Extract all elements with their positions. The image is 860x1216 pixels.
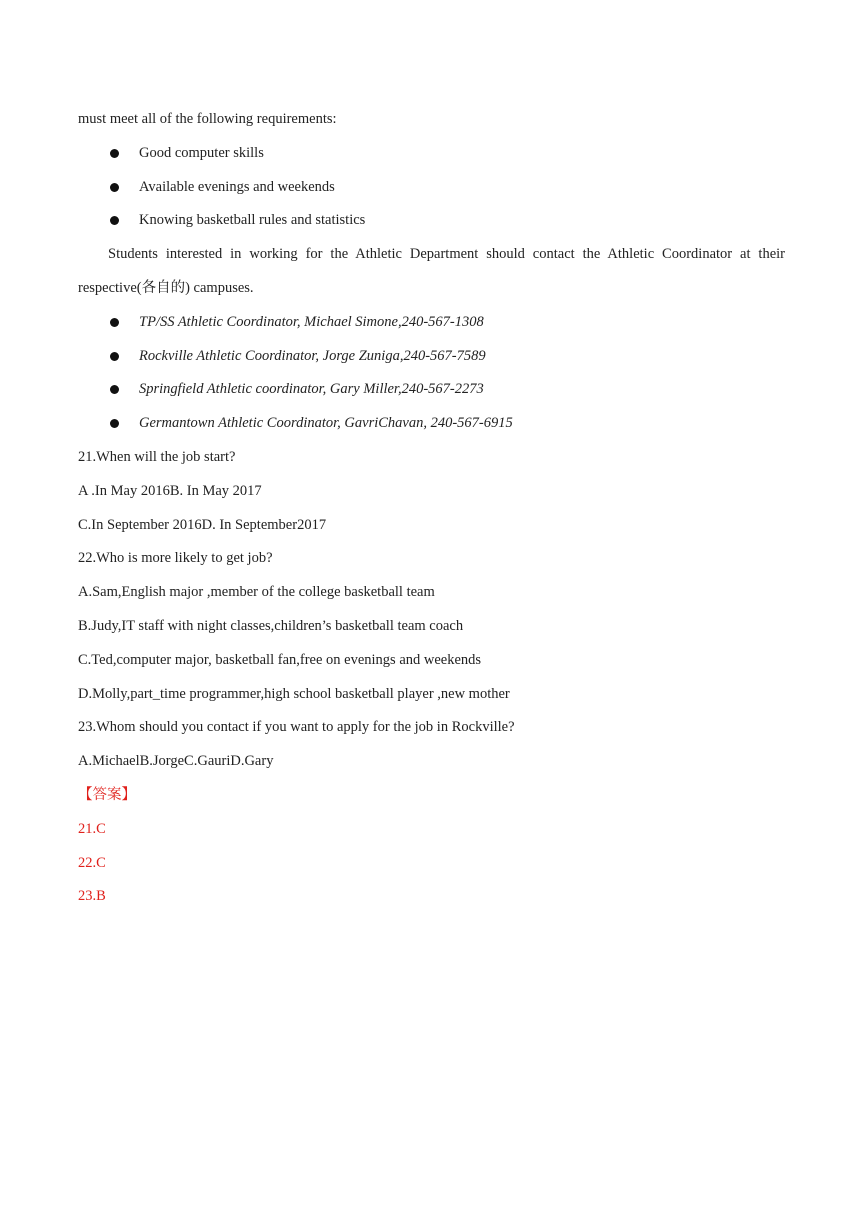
coordinator-item: [78, 340, 785, 374]
answer-item: 23.B: [78, 888, 106, 905]
requirement-item: [78, 137, 785, 171]
question-21-stem: 21.When will the job start?: [78, 448, 236, 465]
question-22-stem: 22.Who is more likely to get job?: [78, 550, 273, 567]
bullet-dot-icon: [110, 352, 119, 361]
question-23-stem: 23.Whom should you contact if you want to apply for the job in Rockville?: [78, 719, 515, 736]
requirement-item: [78, 171, 785, 205]
answer-heading: 【答案】: [78, 786, 136, 803]
bullet-dot-icon: [110, 183, 119, 192]
question-22-option-c: C.Ted,computer major, basketball fan,free on evenings and weekends: [78, 651, 482, 668]
bullet-dot-icon: [110, 149, 119, 158]
question-22-option-b: B.Judy,IT staff with night classes,children’s basketball team coach: [78, 617, 464, 634]
bullet-dot-icon: [110, 419, 119, 428]
coordinator-item: [78, 373, 785, 407]
coordinator-text: Springfield Athletic coordinator, Gary Miller,240-567-2273: [139, 381, 484, 398]
question-22-option-d: D.Molly,part_time programmer,high school basketball player ,new mother: [78, 685, 510, 702]
requirement-text: Available evenings and weekends: [139, 178, 335, 195]
requirement-text: Knowing basketball rules and statistics: [139, 212, 366, 229]
bullet-dot-icon: [110, 318, 119, 327]
document-content: [78, 103, 785, 914]
answer-item: 21.C: [78, 820, 106, 837]
coordinator-item: [78, 407, 785, 441]
question-23-options: A.MichaelB.JorgeC.GauriD.Gary: [78, 753, 274, 770]
coordinator-text: TP/SS Athletic Coordinator, Michael Simone,240-567-1308: [139, 313, 484, 330]
question-21-options-ab: A .In May 2016B. In May 2017: [78, 482, 262, 499]
question-22-option-a: A.Sam,English major ,member of the college basketball team: [78, 584, 435, 601]
contact-paragraph: Students interested in working for the Athletic Department should contact the Athletic Coordinator at their respective(各自的) campuses.: [78, 246, 785, 296]
bullet-dot-icon: [110, 216, 119, 225]
answer-item: 22.C: [78, 854, 106, 871]
coordinator-text: Rockville Athletic Coordinator, Jorge Zuniga,240-567-7589: [139, 347, 486, 364]
coordinator-item: [78, 306, 785, 340]
bullet-dot-icon: [110, 385, 119, 394]
intro-line: must meet all of the following requirements:: [78, 111, 337, 127]
requirement-item: [78, 204, 785, 238]
coordinator-text: Germantown Athletic Coordinator, GavriChavan, 240-567-6915: [139, 415, 513, 432]
requirement-text: Good computer skills: [139, 144, 264, 161]
question-21-options-cd: C.In September 2016D. In September2017: [78, 516, 327, 533]
